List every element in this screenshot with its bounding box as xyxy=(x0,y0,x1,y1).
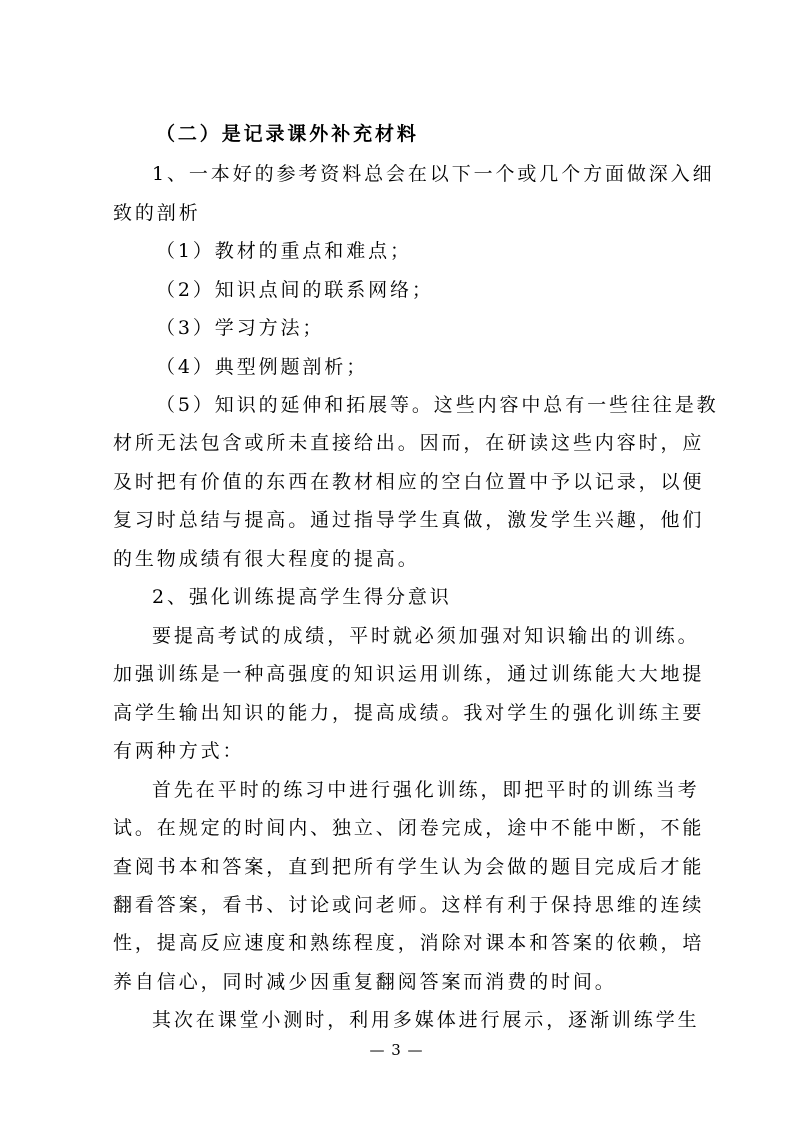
page-number: — 3 — xyxy=(369,1041,424,1059)
list-item-5-line-4: 复习时总结与提高。通过指导学生真做，激发学生兴趣，他们 xyxy=(113,509,705,531)
paragraph-2-line-3: 查阅书本和答案，直到把所有学生认为会做的题目完成后才能 xyxy=(113,856,705,878)
list-item-4: （4）典型例题剖析； xyxy=(156,356,369,378)
paragraph-2-line-4: 翻看答案，看书、讨论或问老师。这样有利于保持思维的连续 xyxy=(113,894,705,916)
paragraph-3-line-1: 其次在课堂小测时，利用多媒体进行展示，逐渐训练学生 xyxy=(152,1009,700,1031)
list-item-2: （2）知识点间的联系网络； xyxy=(156,279,434,301)
paragraph-1-line-4: 有两种方式： xyxy=(113,740,245,762)
list-item-5-line-5: 的生物成绩有很大程度的提高。 xyxy=(113,548,420,570)
section-heading: （二）是记录课外补充材料 xyxy=(156,123,419,145)
paragraph-2-line-1: 首先在平时的练习中进行强化训练，即把平时的训练当考 xyxy=(152,779,700,801)
list-item-5-line-3: 及时把有价值的东西在教材相应的空白位置中予以记录，以便 xyxy=(113,471,705,493)
paragraph-1-line-2: 加强训练是一种高强度的知识运用训练，通过训练能大大地提 xyxy=(113,663,705,685)
paragraph-2-line-6: 养自信心，同时减少因重复翻阅答案而消费的时间。 xyxy=(113,971,617,993)
paragraph-2-line-2: 试。在规定的时间内、独立、闭卷完成，途中不能中断，不能 xyxy=(113,817,705,839)
paragraph-2-line-5: 性，提高反应速度和熟练程度，消除对课本和答案的依赖，培 xyxy=(113,932,705,954)
point-1-line-2: 致的剖析 xyxy=(113,202,201,224)
point-2-heading: 2、强化训练提高学生得分意识 xyxy=(152,586,452,608)
list-item-1: （1）教材的重点和难点； xyxy=(156,240,412,262)
list-item-5-line-1: （5）知识的延伸和拓展等。这些内容中总有一些往往是教 xyxy=(156,394,719,416)
paragraph-1-line-3: 高学生输出知识的能力，提高成绩。我对学生的强化训练主要 xyxy=(113,702,705,724)
paragraph-1-line-1: 要提高考试的成绩，平时就必须加强对知识输出的训练。 xyxy=(152,625,700,647)
point-1-line-1: 1、一本好的参考资料总会在以下一个或几个方面做深入细 xyxy=(152,163,715,185)
list-item-5-line-2: 材所无法包含或所未直接给出。因而，在研读这些内容时，应 xyxy=(113,432,705,454)
list-item-3: （3）学习方法； xyxy=(156,317,325,339)
